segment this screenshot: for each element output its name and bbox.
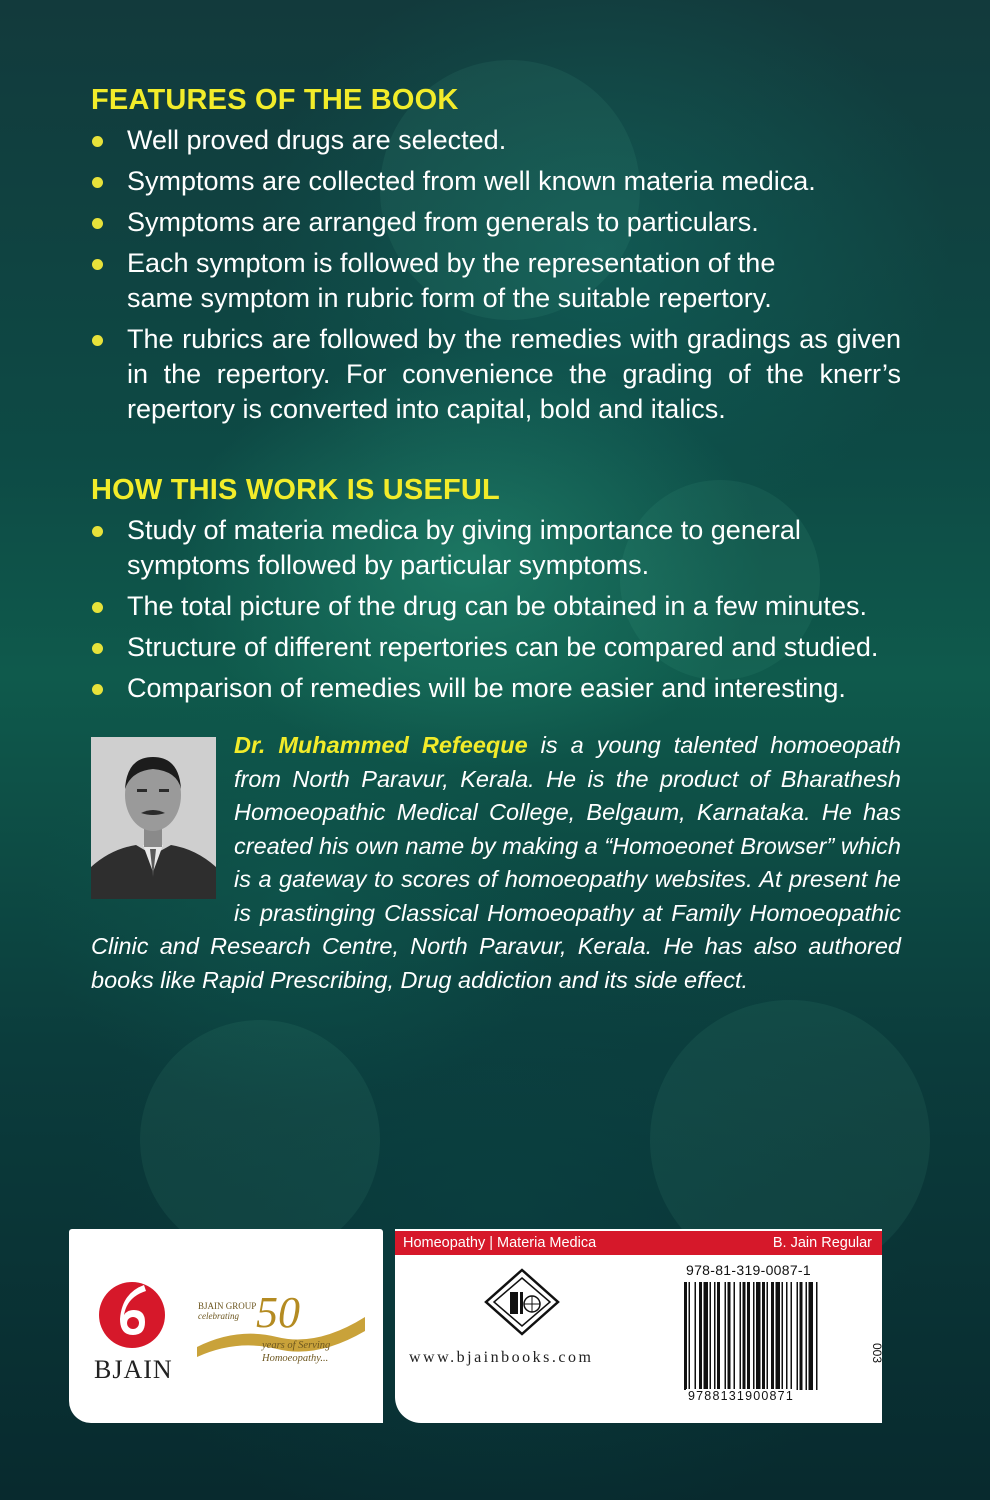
barcode-bar — [776, 1282, 781, 1390]
bullet-icon — [92, 259, 103, 270]
list-item: Study of materia medica by giving importance to general symptoms followed by particular symptoms. — [91, 513, 807, 583]
barcode-bar — [756, 1282, 761, 1390]
barcode-bar — [771, 1282, 774, 1390]
barcode-bar — [684, 1282, 687, 1390]
features-heading: FEATURES OF THE BOOK — [91, 84, 459, 116]
bullet-icon — [92, 643, 103, 654]
category-label: Homeopathy | Materia Medica — [403, 1235, 597, 1251]
list-item: Structure of different repertories can be compared and studied. — [91, 630, 901, 665]
barcode-bar — [710, 1282, 712, 1390]
list-item: The total picture of the drug can be obtained in a few minutes. — [91, 589, 901, 624]
bullet-icon — [92, 335, 103, 346]
category-bar — [395, 1231, 882, 1255]
photo-gap — [91, 729, 234, 901]
bullet-icon — [92, 684, 103, 695]
barcode-bar — [806, 1282, 808, 1390]
website-url: www.bjainbooks.com — [409, 1349, 594, 1366]
barcode-bar — [800, 1282, 803, 1390]
bullet-icon — [92, 218, 103, 229]
barcode-bar — [714, 1282, 716, 1390]
barcode-bar — [762, 1282, 765, 1390]
addon-code: 003 — [870, 1343, 884, 1364]
barcode-bar — [791, 1282, 793, 1390]
list-item: Symptoms are arranged from generals to particulars. — [91, 205, 901, 240]
bullet-icon — [92, 526, 103, 537]
publisher-panel — [69, 1229, 383, 1423]
barcode-bar — [816, 1282, 818, 1390]
list-item: Well proved drugs are selected. — [91, 123, 901, 158]
barcode-bar — [786, 1282, 788, 1390]
barcode-bar — [734, 1282, 736, 1390]
bullet-icon — [92, 136, 103, 147]
list-item: The rubrics are followed by the remedies with gradings as given in the repertory. For convenience the grading of the knerr’s repertory is converted into capital, bold and italics. — [91, 322, 901, 427]
barcode-bar — [747, 1282, 750, 1390]
barcode-bar — [740, 1282, 742, 1390]
barcode-bar — [782, 1282, 784, 1390]
years-text: years of Serving Homoeopathy... — [262, 1340, 331, 1364]
bjain-six-logo-icon — [92, 1269, 172, 1361]
bjain-logo-text: BJAIN — [94, 1355, 173, 1384]
book-globe-logo-icon — [482, 1266, 562, 1338]
barcode-bar — [743, 1282, 746, 1390]
fifty-years-number: 50 — [256, 1288, 300, 1337]
features-list — [91, 123, 901, 433]
barcode-bar — [725, 1282, 727, 1390]
group-text: BJAIN GROUP celebrating — [198, 1301, 257, 1321]
barcode-bar — [717, 1282, 720, 1390]
barcode-bar — [704, 1282, 709, 1390]
bokeh-light — [140, 1020, 380, 1260]
bullet-icon — [92, 177, 103, 188]
barcode-bar — [689, 1282, 691, 1390]
isbn-text: 978-81-319-0087-1 — [686, 1262, 811, 1278]
list-item: Symptoms are collected from well known materia medica. — [91, 164, 901, 199]
bullet-icon — [92, 602, 103, 613]
list-item: Each symptom is followed by the representation of the same symptom in rubric form of the suitable repertory. — [91, 246, 827, 316]
barcode-bar — [699, 1282, 702, 1390]
barcode-bar — [809, 1282, 814, 1390]
useful-list — [91, 513, 901, 712]
barcode-bar — [753, 1282, 755, 1390]
barcode-bar — [797, 1282, 799, 1390]
author-bio: Dr. Muhammed Refeeque is a young talented homoeopath from North Paravur, Kerala. He is the product of Bharathesh Homoeopathic Medical College, Belgaum, Karnataka. He has created his own name by making a “Homoeonet Browser” which is a gateway to scores of homoeopathy websites. At present he is prastinging Classical Homoeopathy at Family Homoeopathic Clinic and Research Centre, North Paravur, Kerala. He has also authored books like Rapid Prescribing, Drug addiction and its side effect. — [91, 729, 901, 997]
barcode-bar — [767, 1282, 769, 1390]
barcode-bar — [695, 1282, 697, 1390]
barcode-digits: 9788131900871 — [688, 1389, 794, 1403]
author-name: Dr. Muhammed Refeeque — [234, 732, 528, 758]
useful-heading: HOW THIS WORK IS USEFUL — [91, 474, 500, 506]
list-item: Comparison of remedies will be more easier and interesting. — [91, 671, 901, 706]
series-label: B. Jain Regular — [772, 1235, 872, 1251]
barcode-bar — [728, 1282, 731, 1390]
